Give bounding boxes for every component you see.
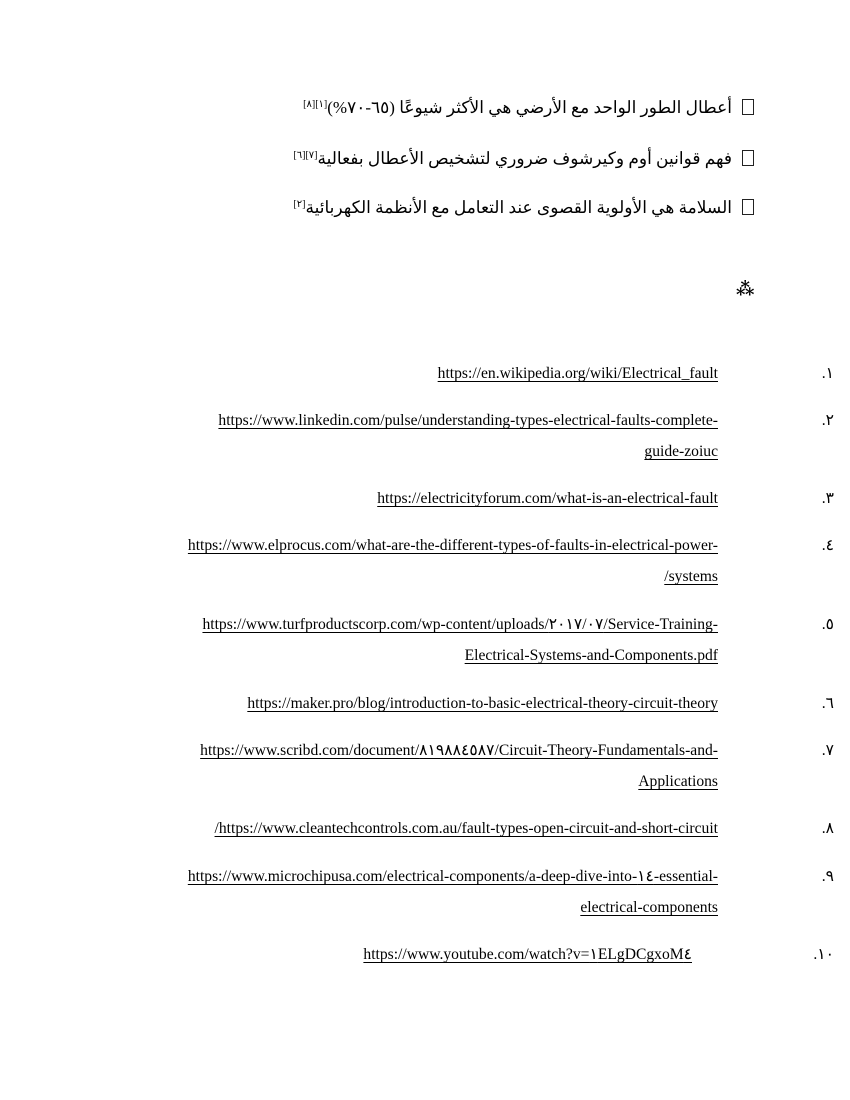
reference-number: ٩. [821,868,834,885]
reference-link[interactable]: https://www.linkedin.com/pulse/understanding-types-electrical-faults-complete- [218,412,718,429]
reference-link-continuation[interactable]: Applications [638,773,718,790]
reference-item [90,813,834,844]
reference-number: ٣. [821,490,834,507]
reference-link[interactable]: https://www.elprocus.com/what-are-the-different-types-of-faults-in-electrical-power- [187,537,718,554]
reference-item [90,483,834,514]
reference-link[interactable]: https://www.youtube.com/watch?v=١ELgDCgxoM٤ [363,946,692,963]
bullet-text: السلامة هي الأولوية القصوى عند التعامل مع الأنظمة الكهربائية [305,198,732,217]
bullet-item [120,194,754,219]
bullet-text: فهم قوانين أوم وكيرشوف ضروري لتشخيص الأعطال بفعالية [317,149,732,168]
checkbox-glyph-icon [742,99,754,115]
reference-item [90,735,834,797]
reference-item [90,609,834,671]
reference-number: ٢. [821,412,834,429]
reference-link[interactable]: https://en.wikipedia.org/wiki/Electrical_fault [437,365,718,382]
reference-item [90,688,834,719]
section-separator: ⁂ [736,279,755,299]
reference-link[interactable]: https://www.scribd.com/document/٨١٩٨٨٤٥٨٧/Circuit-Theory-Fundamentals-and- [200,742,718,759]
bullet-text: أعطال الطور الواحد مع الأرضي هي الأكثر شيوعًا (٦٥-٧٠%) [327,98,732,117]
citation[interactable]: [٧][٦] [293,150,318,161]
reference-link[interactable]: https://maker.pro/blog/introduction-to-basic-electrical-theory-circuit-theory [247,695,718,712]
reference-link-continuation[interactable]: /systems [664,568,718,585]
reference-number: ٥. [821,616,834,633]
reference-item [90,861,834,923]
reference-link-continuation[interactable]: Electrical-Systems-and-Components.pdf [464,647,718,664]
reference-number: ٨. [821,820,834,837]
reference-number: ١. [821,365,834,382]
citation[interactable]: [٢] [293,199,306,210]
reference-item [90,939,834,970]
bullet-item [120,145,754,170]
reference-number: ٦. [821,695,834,712]
reference-item [90,530,834,592]
checkbox-glyph-icon [742,199,754,215]
checkbox-glyph-icon [742,150,754,166]
reference-link[interactable]: https://www.turfproductscorp.com/wp-content/uploads/٢٠١٧/٠٧/Service-Training- [202,616,718,633]
reference-number: ١٠. [813,946,834,963]
bullet-item [120,94,754,119]
reference-number: ٤. [821,537,834,554]
reference-link[interactable]: https://electricityforum.com/what-is-an-electrical-fault [377,490,718,507]
reference-item [90,405,834,467]
reference-link-continuation[interactable]: electrical-components [580,899,718,916]
reference-item [90,358,834,389]
reference-link-continuation[interactable]: guide-zoiuc [644,443,718,460]
reference-link[interactable]: https://www.microchipusa.com/electrical-components/a-deep-dive-into-١٤-essential- [187,868,718,885]
citation[interactable]: [١][٨] [303,99,328,110]
reference-link[interactable]: /https://www.cleantechcontrols.com.au/fault-types-open-circuit-and-short-circuit [214,820,718,837]
reference-number: ٧. [821,742,834,759]
